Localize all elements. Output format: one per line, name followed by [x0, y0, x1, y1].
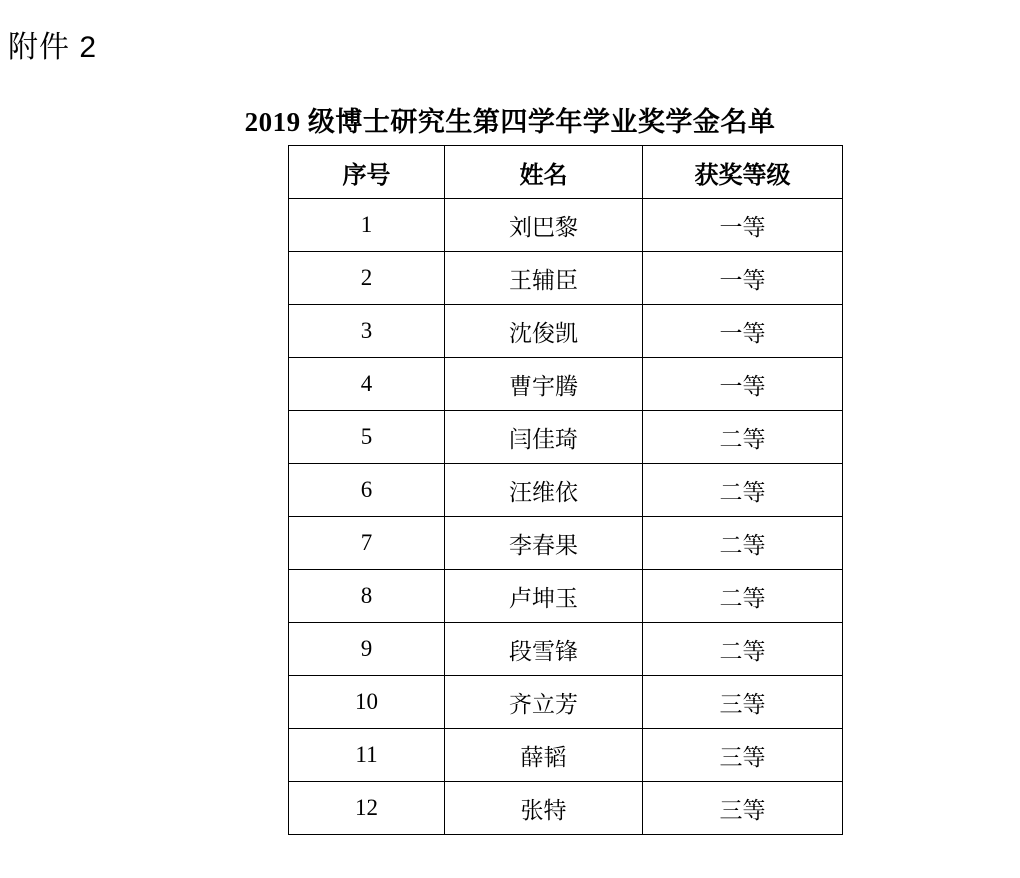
cell-name: 卢坤玉: [445, 570, 643, 623]
cell-name: 张特: [445, 782, 643, 835]
cell-name: 李春果: [445, 517, 643, 570]
award-table-container: [288, 145, 842, 835]
cell-level: 二等: [643, 517, 843, 570]
cell-level: 一等: [643, 358, 843, 411]
table-row: [289, 411, 843, 464]
cell-index: 9: [289, 623, 445, 676]
cell-index: 10: [289, 676, 445, 729]
cell-index: 4: [289, 358, 445, 411]
cell-level: 一等: [643, 305, 843, 358]
cell-name: 薛韬: [445, 729, 643, 782]
column-header-level: 获奖等级: [643, 146, 843, 199]
page-title-year: 2019: [244, 107, 301, 137]
cell-level: 二等: [643, 464, 843, 517]
cell-level: 三等: [643, 729, 843, 782]
cell-level: 三等: [643, 782, 843, 835]
cell-index: 2: [289, 252, 445, 305]
table-row: [289, 199, 843, 252]
attachment-label: 附件 2: [8, 31, 98, 64]
cell-name: 王辅臣: [445, 252, 643, 305]
cell-name: 汪维依: [445, 464, 643, 517]
cell-level: 一等: [643, 199, 843, 252]
table-row: [289, 782, 843, 835]
cell-level: 一等: [643, 252, 843, 305]
cell-name: 刘巴黎: [445, 199, 643, 252]
cell-index: 3: [289, 305, 445, 358]
cell-level: 二等: [643, 411, 843, 464]
column-header-name: 姓名: [445, 146, 643, 199]
table-row: [289, 570, 843, 623]
table-row: [289, 517, 843, 570]
cell-index: 1: [289, 199, 445, 252]
cell-level: 二等: [643, 623, 843, 676]
cell-index: 12: [289, 782, 445, 835]
table-header-row: [289, 146, 843, 199]
table-row: [289, 464, 843, 517]
award-table-body: [289, 199, 843, 835]
table-row: [289, 252, 843, 305]
table-row: [289, 729, 843, 782]
cell-index: 5: [289, 411, 445, 464]
cell-index: 8: [289, 570, 445, 623]
table-row: [289, 623, 843, 676]
page-title-rest: 级博士研究生第四学年学业奖学金名单: [300, 107, 776, 137]
cell-name: 曹宇腾: [445, 358, 643, 411]
cell-index: 6: [289, 464, 445, 517]
cell-index: 7: [289, 517, 445, 570]
cell-level: 二等: [643, 570, 843, 623]
award-table: [288, 145, 843, 835]
cell-name: 闫佳琦: [445, 411, 643, 464]
cell-name: 沈俊凯: [445, 305, 643, 358]
column-header-index: 序号: [289, 146, 445, 199]
table-row: [289, 305, 843, 358]
cell-name: 段雪锋: [445, 623, 643, 676]
cell-index: 11: [289, 729, 445, 782]
table-row: [289, 676, 843, 729]
table-row: [289, 358, 843, 411]
cell-level: 三等: [643, 676, 843, 729]
cell-name: 齐立芳: [445, 676, 643, 729]
page-title: [0, 100, 1020, 139]
